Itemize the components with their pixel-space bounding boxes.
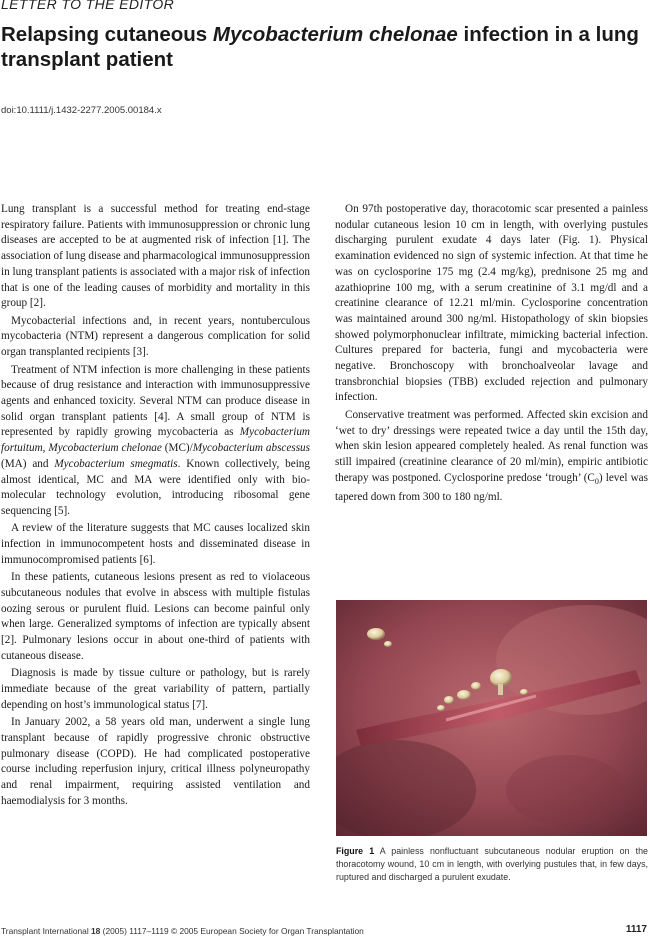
subscript: 0 <box>594 476 599 486</box>
caption-text: A painless nonfluctuant subcutaneous nodular eruption on the thoracotomy wound, 10 cm in length, with overlying pustules that, in few days, ruptured and discharged a purulent exudate. <box>336 846 648 882</box>
title-part-1: Relapsing cutaneous <box>1 23 213 46</box>
title-italic: Mycobacterium chelonae <box>212 23 458 46</box>
text-run: (MA) and <box>1 457 55 470</box>
species-name: Mycobacterium chelonae <box>48 442 162 455</box>
text-run: (MC)/ <box>161 442 193 455</box>
paragraph: Diagnosis is made by tissue culture or pathology, but is rarely immediate because of the great variability of pattern, partially depending on host’s immunological status [7]. <box>1 667 310 711</box>
figure-1-photo <box>336 600 647 836</box>
figure-label: Figure 1 <box>336 846 375 856</box>
paragraph: On 97th postoperative day, thoracotomic scar presented a painless nodular cutaneous lesion 10 cm in length, with overlying pustules discharging purulent exudate 4 days later (Fig. 1). Physical examination evidenced no sign of systemic infection. At that time he was on cyclosporine 175 mg (2.4 mg/kg), prednisone 25 mg and azathioprine 100 mg, with a serum creatinine of 3.1 mg/dl and a creatinine clearance of 12.21 ml/min. Cyclosporine concentration was maintained around 300 ng/ml. Histopathology of skin biopsies showed polymorphonuclear infiltrate, mimicking bacterial infection. Cultures prepared for bacteria, fungi and mycobacteria were negative. Bronchoscopy with bronchoalveolar lavage and transbronchial biopsies (TBB) excluded rejection and pulmonary infection. <box>335 203 648 404</box>
text-run: . Known collectively, being almost identical, MC and MA were identified only with bio-molecular technology evolution, introducing ribosomal gene sequencing [5]. <box>1 457 310 517</box>
paragraph: Mycobacterial infections and, in recent years, nontuberculous mycobacteria (NTM) represent a dangerous complication for solid organ transplanted recipients [3]. <box>1 314 310 359</box>
journal-name: Transplant International <box>1 926 92 936</box>
journal-volume: 18 <box>91 926 101 936</box>
footer-citation <box>1 926 364 936</box>
paragraph <box>1 363 310 520</box>
species-name: Mycobacterium fortuitum <box>1 426 310 455</box>
text-column-left <box>1 202 310 811</box>
section-label: LETTER TO THE EDITOR <box>1 0 175 12</box>
text-run: ) level was tapered down from 300 to 180 ng/ml. <box>335 471 648 503</box>
figure-caption <box>336 845 648 884</box>
title-part-2: infection in a lung transplant patient <box>1 23 639 71</box>
paragraph: In January 2002, a 58 years old man, underwent a single lung transplant because of rapidly progressive chronic obstructive pulmonary disease (COPD). He had complicated postoperative course including reperfusion injury, critical illness polyneuropathy and renal impairment, requiring assisted ventilation and haemodialysis for 3 months. <box>1 716 310 807</box>
text-run: Treatment of NTM infection is more challenging in these patients because of drug resistance and interaction with immunosuppressive agents and enhanced toxicity. Several NTM can produce disease in solid organ transplant patients [4]. A small group of NTM is represented by rapidly growing mycobacteria as <box>1 363 310 439</box>
doi[interactable]: doi:10.1111/j.1432-2277.2005.00184.x <box>1 105 162 116</box>
paragraph: In these patients, cutaneous lesions present as red to violaceous subcutaneous nodules that evolve in abscess with multiple fistulas oozing serous or purulent fluid. Lesions can become painful only when large. Generalized symptoms of infection are typically absent [2]. Pulmonary lesions occur in about one-third of patients with cutaneous disease. <box>1 571 310 662</box>
paragraph: Lung transplant is a successful method for treating end-stage respiratory failure. Patients with immunosuppression or chronic lung diseases are accepted to be at augmented risk of infection [1]. The association of lung disease and pharmacological immunosuppression in lung transplant patients is associated with a major risk of infection that is one of the leading causes of morbidity and mortality in this group [2]. <box>1 203 310 310</box>
species-name: Mycobacterium abscessus <box>192 442 311 455</box>
skin-lesion-photo <box>336 600 647 836</box>
species-name: Mycobacterium smegmatis <box>54 457 178 470</box>
text-run: , <box>42 442 49 455</box>
page-number: 1117 <box>625 924 647 935</box>
text-column-right <box>335 202 648 507</box>
text-run: Conservative treatment was performed. Affected skin excision and ‘wet to dry’ dressings were repeated twice a day until the 15th day, when skin lesion appeared completely healed. As renal function was still impaired (creatinine clearance of 20 ml/min), empiric antibiotic therapy was postponed. Cyclosporine predose ‘trough’ (C <box>335 408 648 484</box>
article-title <box>1 22 641 72</box>
journal-details: (2005) 1117–1119 © 2005 European Society for Organ Transplantation <box>100 926 364 936</box>
paragraph <box>335 408 648 505</box>
paragraph: A review of the literature suggests that MC causes localized skin infection in immunocompetent hosts and disseminated disease in immunocompromised patients [6]. <box>1 522 310 566</box>
